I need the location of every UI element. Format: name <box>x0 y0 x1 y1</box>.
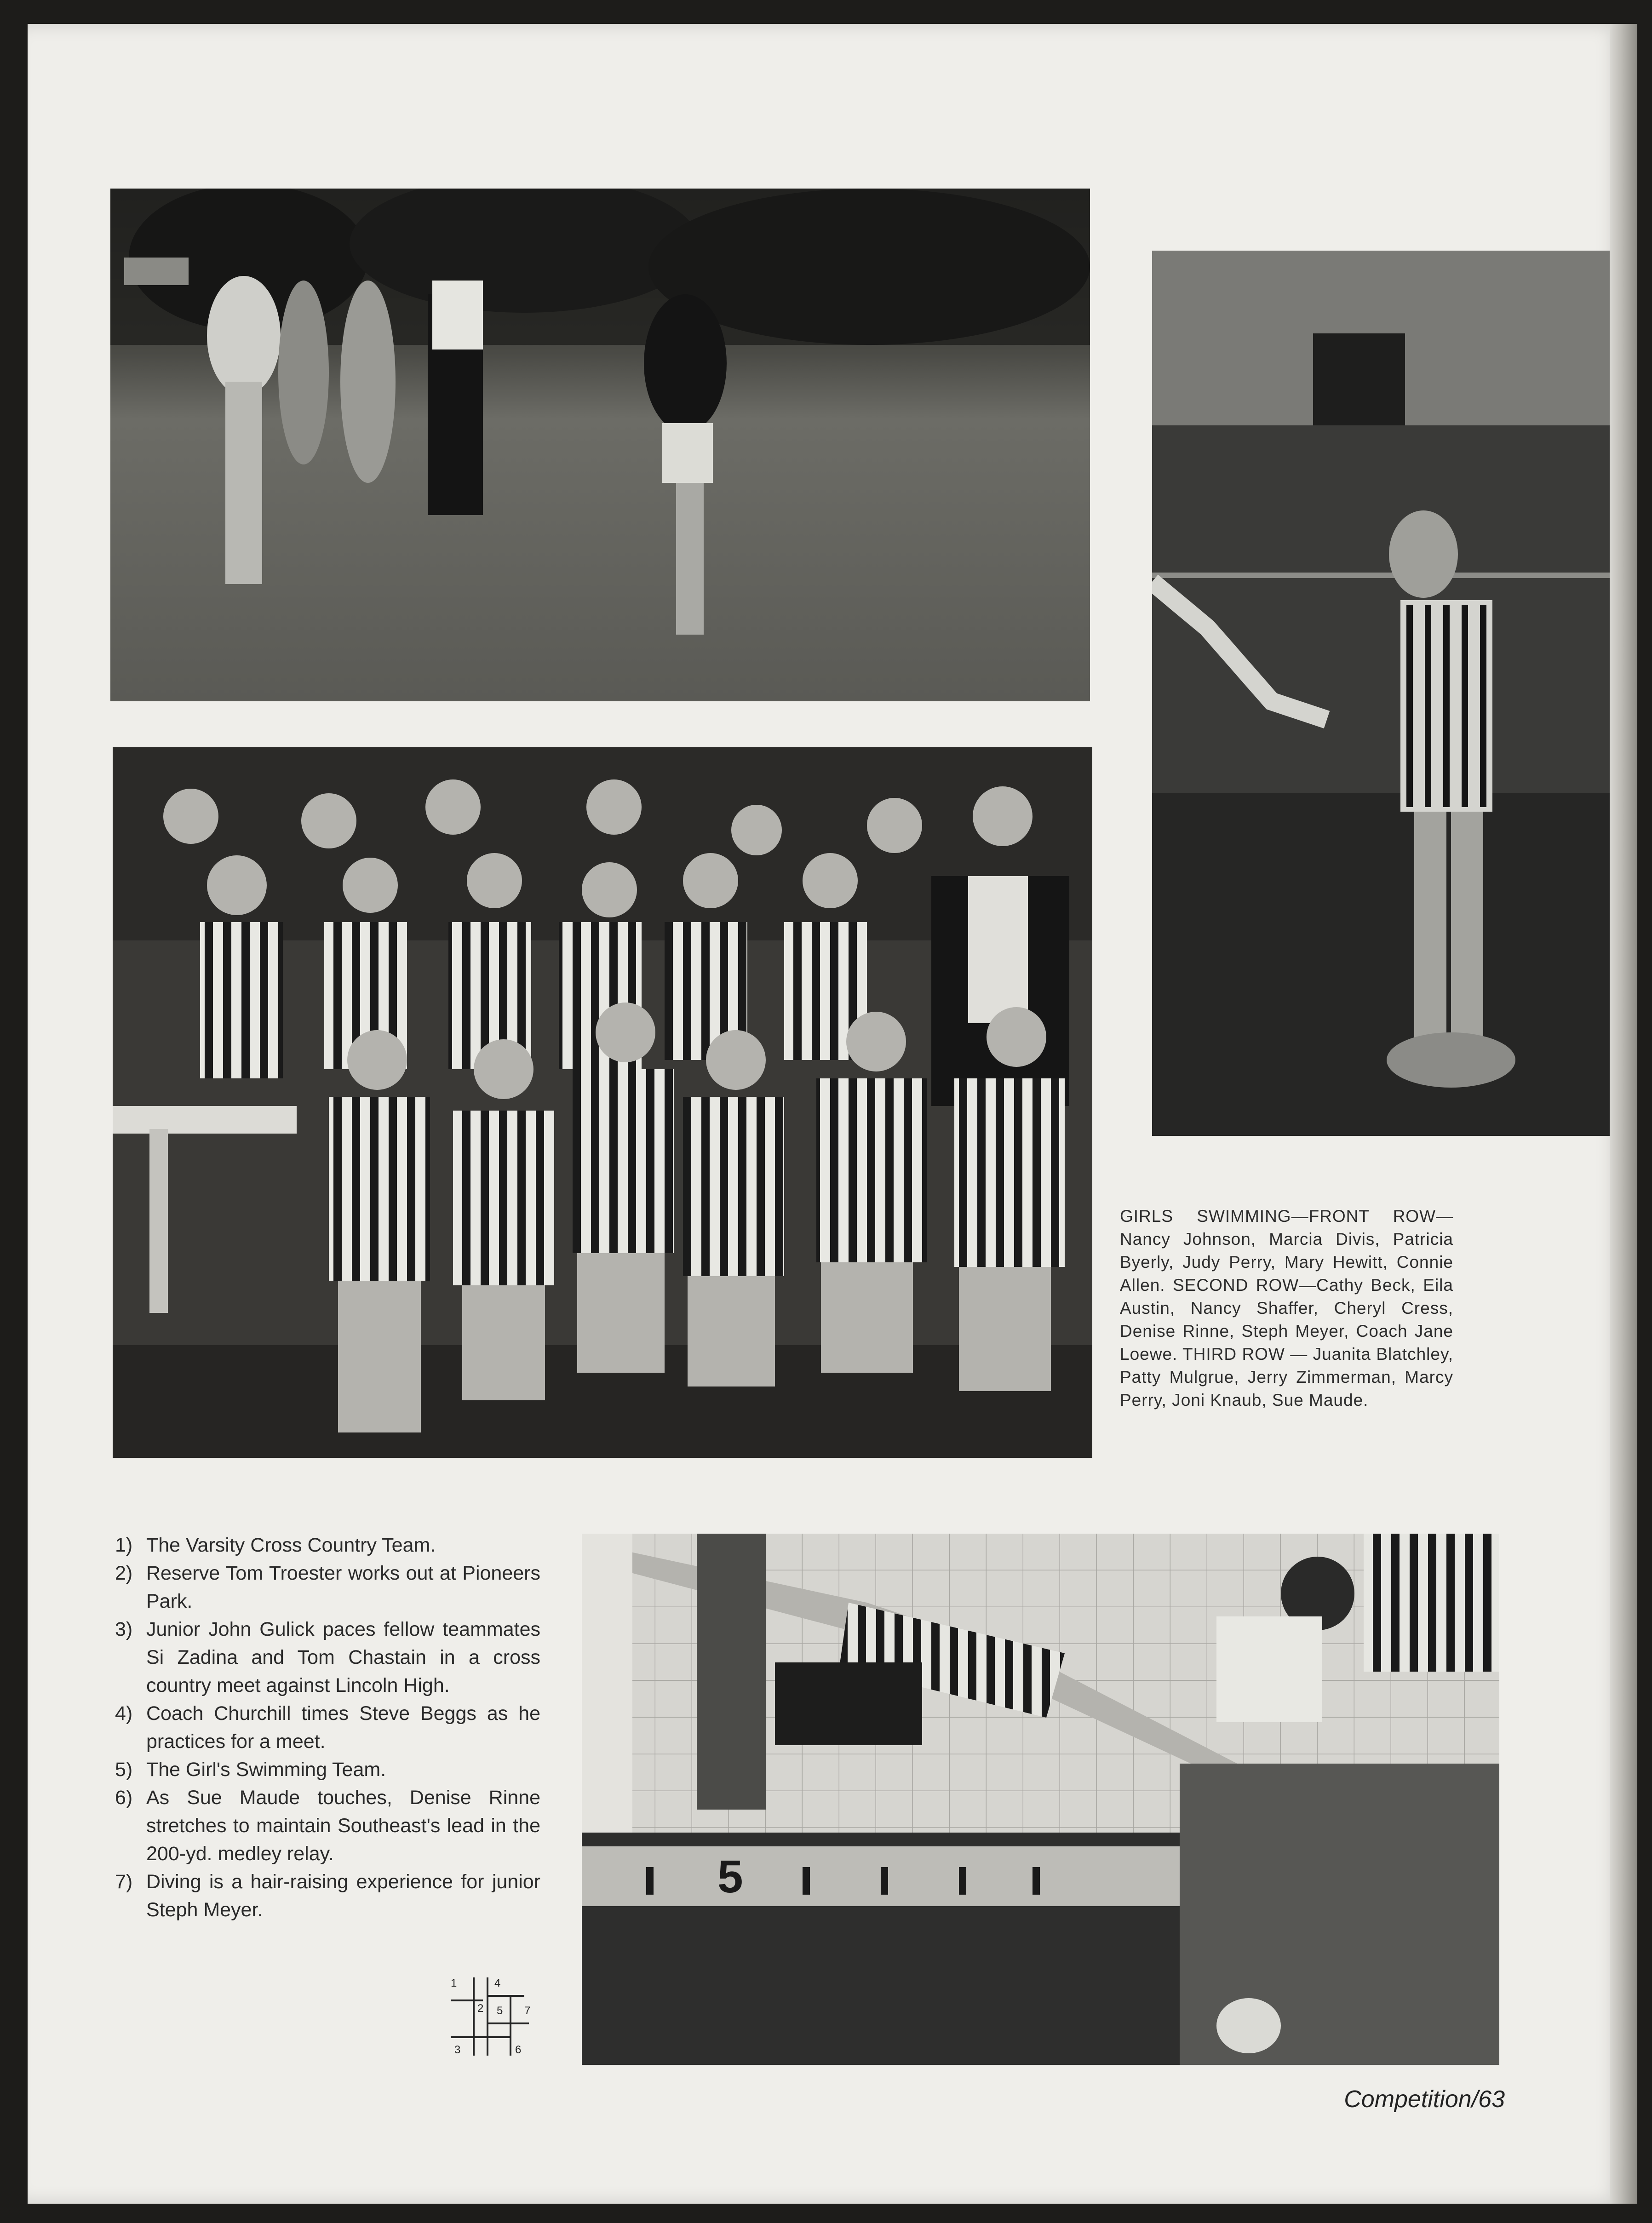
key-diagram-1: 1 <box>451 1977 457 1989</box>
page-folio: Competition/63 <box>1344 2086 1505 2113</box>
photo-medley-relay <box>582 1534 1499 2065</box>
key-diagram-4: 4 <box>494 1977 501 1989</box>
key-diagram-2: 2 <box>477 2002 484 2015</box>
girls-swimming-caption: GIRLS SWIMMING—FRONT ROW—Nancy Johnson, Marcia Divis, Patricia Byerly, Judy Perry, Mary Hewitt, Connie Allen. SECOND ROW—Cathy Beck, Eila Austin, Nancy Shaffer, Cheryl Cress, Denise Rinne, Steph Meyer, Coach Jane Loewe. THIRD ROW — Juanita Blatchley, Patty Mulgrue, Jerry Zimmerman, Marcy Perry, Joni Knaub, Sue Maude. <box>1120 1207 1453 1409</box>
page-edge <box>1610 24 1637 2204</box>
photo-coach-times-runner <box>110 189 1090 701</box>
photo-girls-swimming-team <box>113 747 1092 1458</box>
key-item-5: 5) The Girl's Swimming Team. <box>115 1759 386 1781</box>
lane-number: 5 <box>717 1851 743 1902</box>
key-item-4: 4) Coach Churchill times Steve Beggs as he practices for a meet. <box>115 1702 540 1753</box>
photo-diving-steph-meyer <box>1152 251 1610 1136</box>
key-item-1: 1) The Varsity Cross Country Team. <box>115 1534 436 1556</box>
key-item-2: 2) Reserve Tom Troester works out at Pioneers Park. <box>115 1562 540 1612</box>
key-diagram-7: 7 <box>524 2005 531 2017</box>
key-item-6: 6) As Sue Maude touches, Denise Rinne stretches to maintain Southeast's lead in the 200-yd. medley relay. <box>115 1787 540 1865</box>
key-diagram-3: 3 <box>454 2044 461 2056</box>
key-diagram-6: 6 <box>515 2044 522 2056</box>
key-diagram-5: 5 <box>497 2005 503 2017</box>
layout-key-diagram <box>442 1968 538 2060</box>
key-item-7: 7) Diving is a hair-raising experience for junior Steph Meyer. <box>115 1871 540 1921</box>
key-item-3: 3) Junior John Gulick paces fellow teammates Si Zadina and Tom Chastain in a cross country meet against Lincoln High. <box>115 1618 540 1696</box>
photo-key-list <box>115 1531 540 1924</box>
